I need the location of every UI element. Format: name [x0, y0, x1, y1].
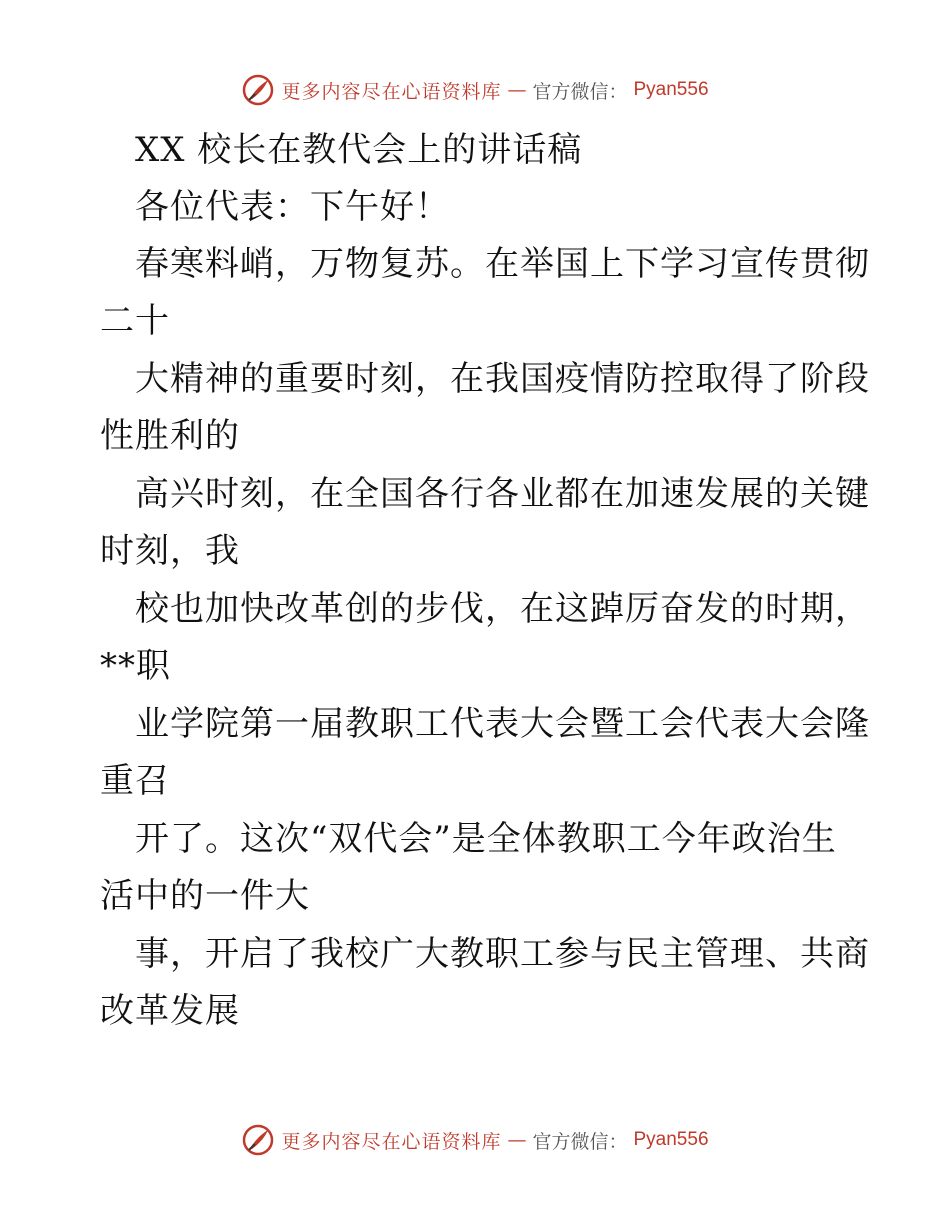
paragraph-line: 重召 — [100, 761, 170, 801]
paragraph-line: 业学院第一届教职工代表大会暨工会代表大会隆 — [135, 704, 870, 744]
paragraph-line: 开了。这次“双代会”是全体教职工今年政治生 — [135, 819, 837, 859]
paragraph-line: 春寒料峭，万物复苏。在举国上下学习宣传贯彻 — [135, 244, 870, 284]
paragraph-line: 活中的一件大 — [100, 876, 310, 916]
header-watermark — [0, 70, 950, 110]
watermark-separator: — — [507, 1129, 527, 1151]
document-greeting: 各位代表：下午好！ — [135, 187, 450, 227]
paragraph-line: 事，开启了我校广大教职工参与民主管理、共商 — [135, 934, 870, 974]
footer-watermark — [0, 1120, 950, 1160]
watermark-wechat-label: 官方微信： — [532, 1130, 628, 1153]
paragraph-line: 性胜利的 — [100, 416, 240, 456]
watermark-account: Pyan556 — [633, 1129, 709, 1150]
feather-pen-logo-icon — [241, 73, 275, 107]
paragraph-line: 改革发展 — [100, 991, 240, 1031]
watermark-brand: 更多内容尽在心语资料库 — [281, 1130, 502, 1153]
watermark-separator: — — [507, 79, 527, 101]
paragraph-line: 高兴时刻，在全国各行各业都在加速发展的关键 — [135, 474, 870, 514]
paragraph-line: 二十 — [100, 301, 170, 341]
paragraph-line: 校也加快改革创的步伐，在这踔厉奋发的时期， — [135, 589, 870, 629]
document-title: XX 校长在教代会上的讲话稿 — [135, 130, 583, 170]
watermark-account: Pyan556 — [633, 79, 709, 100]
paragraph-line: 大精神的重要时刻，在我国疫情防控取得了阶段 — [135, 359, 870, 399]
watermark-brand: 更多内容尽在心语资料库 — [281, 80, 502, 103]
paragraph-line: 时刻，我 — [100, 531, 240, 571]
feather-pen-logo-icon — [241, 1123, 275, 1157]
paragraph-line: **职 — [100, 646, 171, 686]
watermark-wechat-label: 官方微信： — [532, 80, 628, 103]
